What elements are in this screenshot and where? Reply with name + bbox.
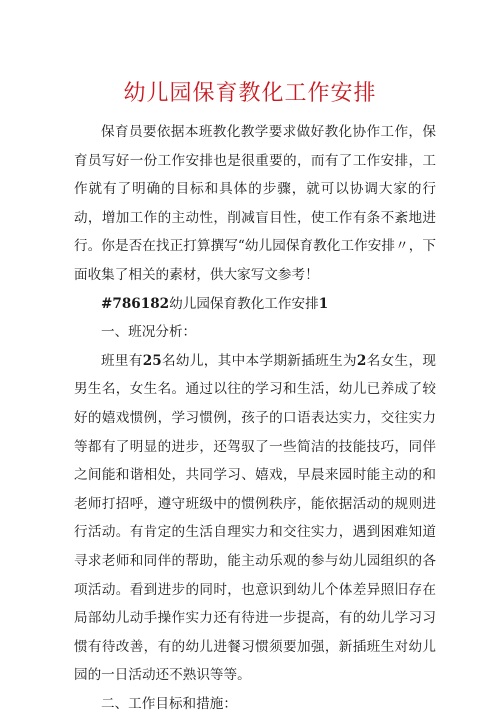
plan-heading-number: #786182 xyxy=(101,295,170,312)
intro-paragraph: 保育员要依据本班教化教学要求做好教化协作工作，保育员写好一份工作安排也是很重要的，而有了工作安排，工作就有了明确的目标和具体的步骤，就可以协调大家的行动，增加工作的主动性，削减盲目性，使工作有条不紊地进行。你是否在找正打算撰写“幼儿园保育教化工作安排〃，下面收集了相关的素材，供大家写文参考！ xyxy=(74,124,436,283)
analysis-number-children: 25 xyxy=(142,352,162,369)
analysis-paragraph xyxy=(74,347,436,690)
analysis-text-mid: 名幼儿，其中本学期新插班生为 xyxy=(161,352,357,369)
document-title: 幼儿园保育教化工作安排 xyxy=(123,81,377,106)
plan-heading-text: 幼儿园保育教化工作安排 xyxy=(169,295,319,312)
analysis-number-girls: 2 xyxy=(356,352,367,369)
section-1-title: 一、班况分析： xyxy=(101,324,197,341)
document-body xyxy=(74,118,436,718)
section-2-title: 二、工作目标和措施： xyxy=(101,695,237,712)
plan-heading-suffix: 1 xyxy=(318,295,329,312)
analysis-text-post: 名女生，现男生名，女生名。通过以往的学习和生活，幼儿已养成了较好的嬉戏惯例，学习惯例，孩子的口语表达实力，交往实力等都有了明显的进步，还驾驭了一些简洁的技能技巧，同伴之间能和谐相处，共同学习、嬉戏，早晨来园时能主动的和老师打招呼，遵守班级中的惯例秩序，能依据活动的规则进行活动。有肯定的生活自理实力和交往实力，遇到困难知道寻求老师和同伴的帮助，能主动乐观的参与幼儿园组织的各项活动。看到进步的同时，也意识到幼儿个体差异照旧存在局部幼儿动手操作实力还有待进一步提高，有的幼儿学习习惯有待改善，有的幼儿进餐习惯须要加强，新插班生对幼儿园的一日活动还不熟识等等。 xyxy=(74,352,436,684)
plan-heading xyxy=(74,290,436,319)
analysis-text-pre: 班里有 xyxy=(101,352,143,369)
